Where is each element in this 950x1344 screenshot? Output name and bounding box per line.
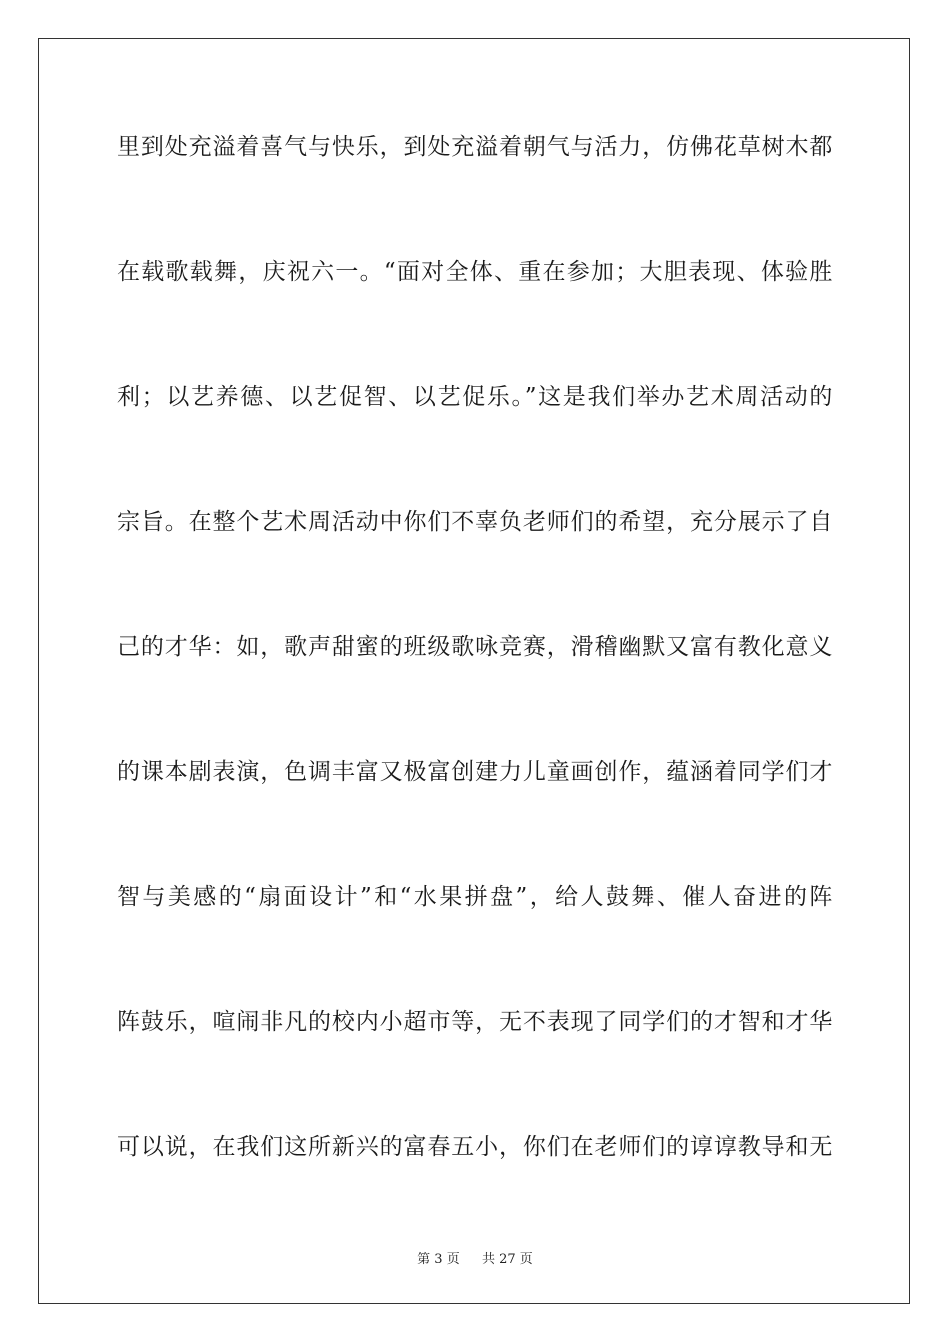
page-footer	[0, 1248, 950, 1267]
text-line: 可以说，在我们这所新兴的富春五小，你们在老师们的谆谆教导和无	[117, 1134, 833, 1160]
document-body	[117, 127, 833, 1252]
page-number: 第 3 页	[417, 1252, 460, 1267]
text-line: 智与美感的“扇面设计”和“水果拼盘”，给人鼓舞、催人奋进的阵	[117, 884, 833, 910]
text-line: 利；以艺养德、以艺促智、以艺促乐。”这是我们举办艺术周活动的	[117, 384, 833, 410]
text-line: 宗旨。在整个艺术周活动中你们不辜负老师们的希望，充分展示了自	[117, 509, 833, 535]
text-line: 里到处充溢着喜气与快乐，到处充溢着朝气与活力，仿佛花草树木都	[117, 134, 833, 160]
text-line: 的课本剧表演，色调丰富又极富创建力儿童画创作，蕴涵着同学们才	[117, 759, 833, 785]
text-line: 在载歌载舞，庆祝六一。“面对全体、重在参加；大胆表现、体验胜	[117, 259, 833, 285]
page-total: 共 27 页	[482, 1252, 533, 1267]
text-line: 己的才华：如，歌声甜蜜的班级歌咏竞赛，滑稽幽默又富有教化意义	[117, 634, 833, 660]
text-line: 阵鼓乐，喧闹非凡的校内小超市等，无不表现了同学们的才智和才华	[117, 1009, 833, 1035]
